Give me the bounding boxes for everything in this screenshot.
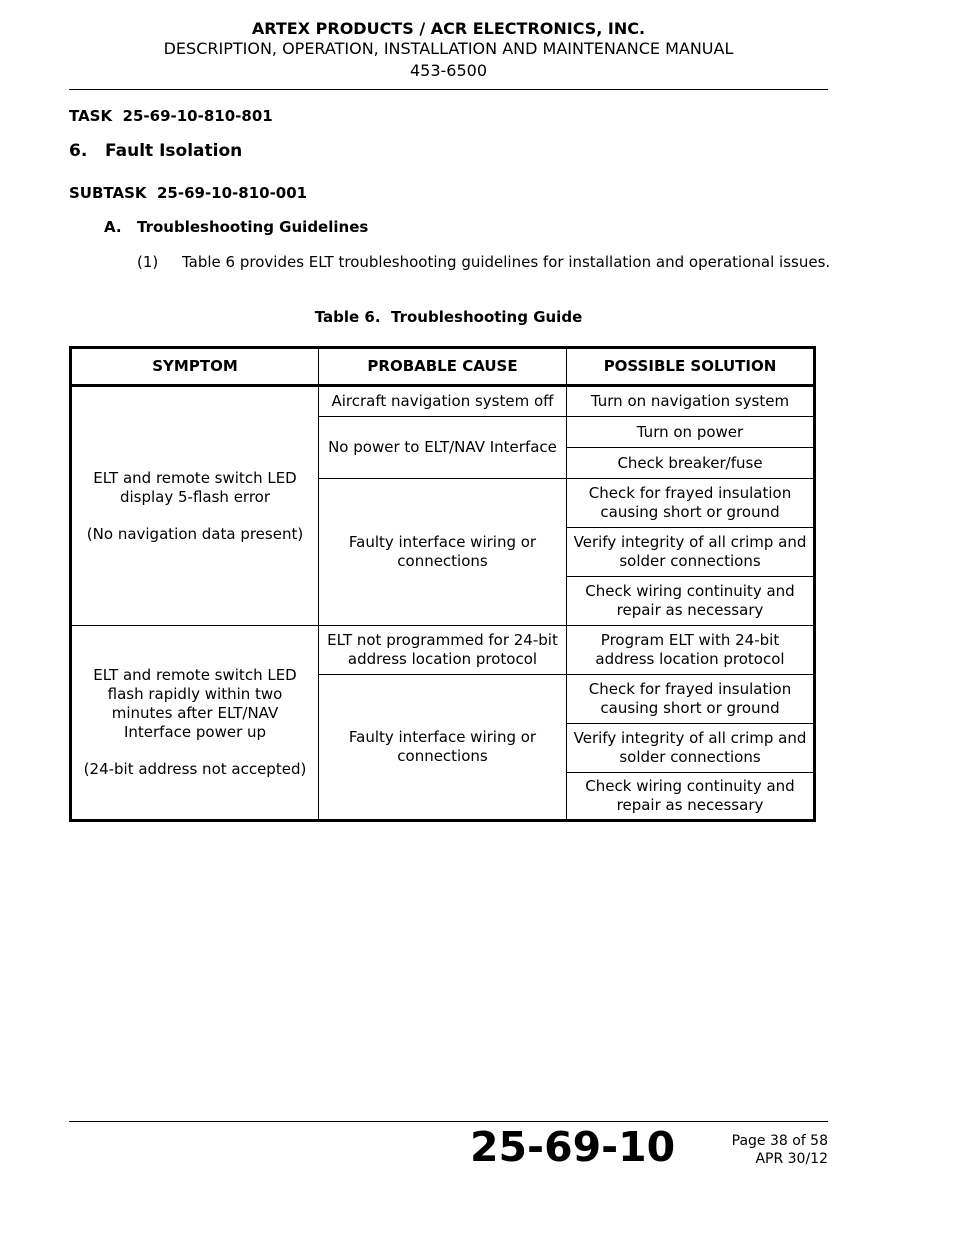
solution-cell: Check for frayed insulation causing short or ground [567,675,815,724]
solution-cell: Check wiring continuity and repair as necessary [567,577,815,626]
document-number: 453-6500 [409,61,488,80]
solution-cell: Check breaker/fuse [567,448,815,479]
table-row [71,626,815,675]
solution-cell: Check for frayed insulation causing short or ground [567,479,815,528]
cause-cell: ELT not programmed for 24-bit address location protocol [319,626,567,675]
table-header-row [71,348,815,386]
subtask-id: SUBTASK 25-69-10-810-001 [69,184,308,202]
subsection-title: Troubleshooting Guidelines [137,218,369,236]
cause-cell: No power to ELT/NAV Interface [319,417,567,479]
troubleshooting-table [69,346,816,822]
page-count: Page 38 of 58 [731,1133,828,1149]
paragraph-number: (1) [137,253,159,271]
paragraph-text: Table 6 provides ELT troubleshooting guidelines for installation and operational issues. [182,253,831,271]
symptom-cell [71,626,319,821]
solution-cell: Program ELT with 24-bit address location protocol [567,626,815,675]
footer-rule [69,1121,828,1122]
section-number: 25-69-10 [470,1123,676,1171]
solution-cell: Turn on power [567,417,815,448]
header-possible-solution: POSSIBLE SOLUTION [567,348,815,386]
header-symptom: SYMPTOM [71,348,319,386]
symptom-text: ELT and remote switch LED flash rapidly within two minutes after ELT/NAV Interface power up [93,666,297,741]
section-heading: 6. Fault Isolation [69,141,243,161]
symptom-note: (24-bit address not accepted) [83,760,307,778]
solution-cell: Check wiring continuity and repair as necessary [567,773,815,821]
symptom-note: (No navigation data present) [86,524,304,543]
revision-date: APR 30/12 [755,1151,828,1167]
solution-cell: Verify integrity of all crimp and solder connections [567,528,815,577]
subsection-letter: A. [104,218,122,236]
table-row [71,386,815,417]
task-id: TASK 25-69-10-810-801 [69,107,273,125]
header-rule [69,89,828,90]
page-info [732,1132,828,1168]
solution-cell: Verify integrity of all crimp and solder connections [567,724,815,773]
manual-title: DESCRIPTION, OPERATION, INSTALLATION AND MAINTENANCE MANUAL [163,39,734,58]
solution-cell: Turn on navigation system [567,386,815,417]
cause-cell: Faulty interface wiring or connections [319,675,567,821]
header-probable-cause: PROBABLE CAUSE [319,348,567,386]
symptom-text: ELT and remote switch LED display 5-flash error [93,468,297,506]
company-name: ARTEX PRODUCTS / ACR ELECTRONICS, INC. [251,19,646,38]
cause-cell: Faulty interface wiring or connections [319,479,567,626]
table-caption: Table 6. Troubleshooting Guide [314,308,583,326]
cause-cell: Aircraft navigation system off [319,386,567,417]
symptom-cell [71,386,319,626]
